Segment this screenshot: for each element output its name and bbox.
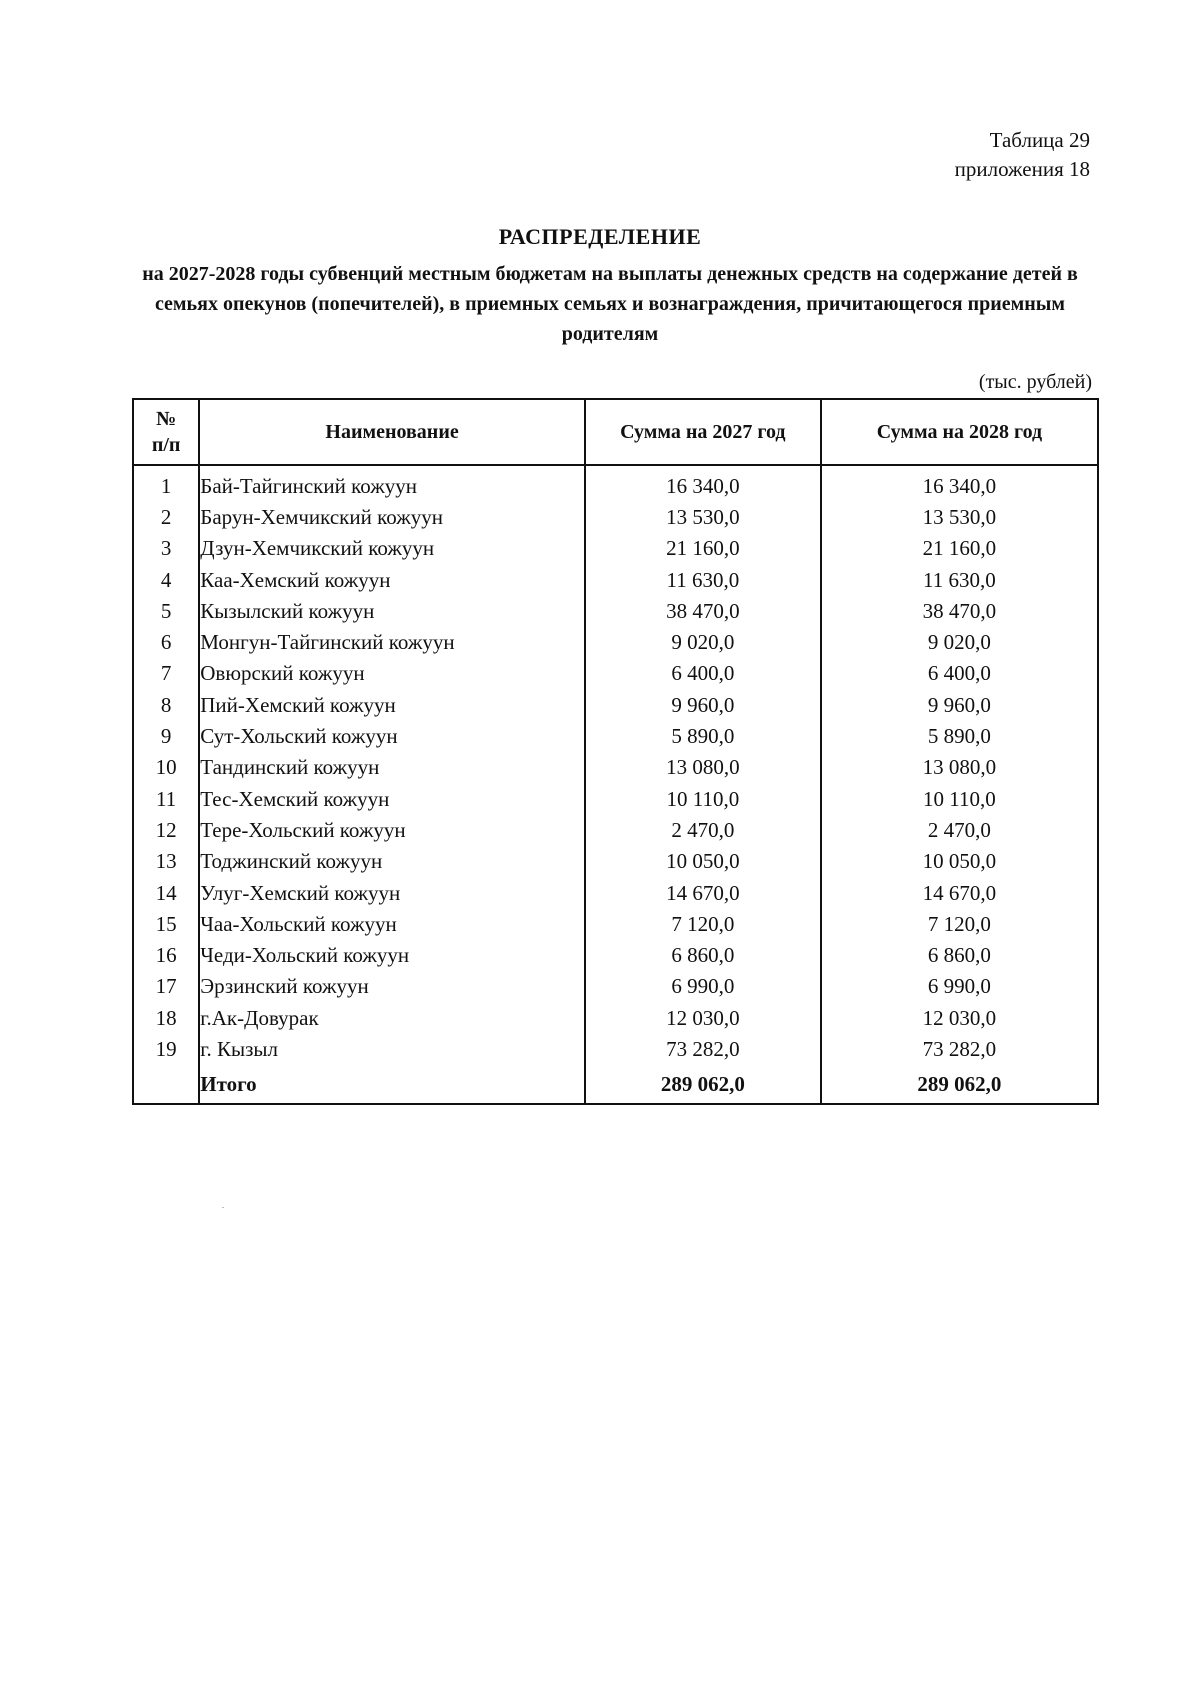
row-amount-2028: 13 080,0: [821, 752, 1098, 783]
scan-speck: [222, 1207, 224, 1208]
table-row: [133, 971, 1098, 1002]
row-amount-2028: 21 160,0: [821, 533, 1098, 564]
header-number: [133, 399, 199, 465]
row-name: Кызылский кожуун: [199, 595, 585, 626]
row-number: 13: [133, 846, 199, 877]
table-row: [133, 1002, 1098, 1033]
row-name: Барун-Хемчикский кожуун: [199, 501, 585, 532]
row-number: 10: [133, 752, 199, 783]
row-amount-2028: 6 400,0: [821, 658, 1098, 689]
table-header-row: [133, 399, 1098, 465]
row-amount-2027: 9 960,0: [585, 689, 821, 720]
row-name: Улуг-Хемский кожуун: [199, 877, 585, 908]
total-2028: 289 062,0: [821, 1065, 1098, 1104]
row-amount-2027: 13 080,0: [585, 752, 821, 783]
row-amount-2027: 10 110,0: [585, 783, 821, 814]
table-row: [133, 752, 1098, 783]
header-name: Наименование: [199, 399, 585, 465]
row-amount-2028: 6 990,0: [821, 971, 1098, 1002]
row-amount-2027: 7 120,0: [585, 908, 821, 939]
appendix-reference: приложения 18: [954, 157, 1090, 181]
row-amount-2027: 12 030,0: [585, 1002, 821, 1033]
row-number: 7: [133, 658, 199, 689]
header-number-label: № п/п: [151, 408, 181, 456]
row-amount-2027: 73 282,0: [585, 1033, 821, 1064]
row-amount-2028: 10 050,0: [821, 846, 1098, 877]
row-amount-2028: 11 630,0: [821, 564, 1098, 595]
row-amount-2027: 16 340,0: [585, 465, 821, 501]
row-amount-2027: 2 470,0: [585, 814, 821, 845]
row-name: Тандинский кожуун: [199, 752, 585, 783]
table-row: [133, 658, 1098, 689]
row-name: Тере-Хольский кожуун: [199, 814, 585, 845]
distribution-table: [132, 398, 1099, 1105]
row-amount-2027: 21 160,0: [585, 533, 821, 564]
row-number: 1: [133, 465, 199, 501]
table-row: [133, 908, 1098, 939]
table-row: [133, 689, 1098, 720]
row-amount-2028: 13 530,0: [821, 501, 1098, 532]
row-name: Сут-Хольский кожуун: [199, 720, 585, 751]
table-row: [133, 720, 1098, 751]
row-amount-2028: 7 120,0: [821, 908, 1098, 939]
row-amount-2027: 5 890,0: [585, 720, 821, 751]
table-body: [133, 465, 1098, 1065]
row-name: Чеди-Хольский кожуун: [199, 939, 585, 970]
row-number: 15: [133, 908, 199, 939]
table-row: [133, 564, 1098, 595]
row-amount-2028: 2 470,0: [821, 814, 1098, 845]
row-amount-2028: 9 020,0: [821, 626, 1098, 657]
row-name: Монгун-Тайгинский кожуун: [199, 626, 585, 657]
row-amount-2027: 14 670,0: [585, 877, 821, 908]
row-name: Тоджинский кожуун: [199, 846, 585, 877]
row-amount-2028: 14 670,0: [821, 877, 1098, 908]
row-amount-2027: 10 050,0: [585, 846, 821, 877]
row-number: 11: [133, 783, 199, 814]
row-name: Эрзинский кожуун: [199, 971, 585, 1002]
table-reference: Таблица 29: [989, 128, 1090, 152]
row-name: г. Кызыл: [199, 1033, 585, 1064]
row-name: Бай-Тайгинский кожуун: [199, 465, 585, 501]
table-row: [133, 465, 1098, 501]
document-title: РАСПРЕДЕЛЕНИЕ: [498, 224, 702, 249]
row-name: Пий-Хемский кожуун: [199, 689, 585, 720]
total-row: [133, 1065, 1098, 1104]
row-name: Овюрский кожуун: [199, 658, 585, 689]
row-number: 16: [133, 939, 199, 970]
row-amount-2027: 6 400,0: [585, 658, 821, 689]
total-2027: 289 062,0: [585, 1065, 821, 1104]
row-number: 12: [133, 814, 199, 845]
row-amount-2028: 10 110,0: [821, 783, 1098, 814]
row-amount-2027: 9 020,0: [585, 626, 821, 657]
row-amount-2028: 9 960,0: [821, 689, 1098, 720]
table-row: [133, 595, 1098, 626]
document-subtitle: на 2027-2028 годы субвенций местным бюджетам на выплаты денежных средств на содержание детей в семьях опекунов (попечителей), в приемных семьях и вознаграждения, причитающегося приемным родителям: [142, 263, 1078, 345]
row-amount-2027: 6 990,0: [585, 971, 821, 1002]
row-name: Тес-Хемский кожуун: [199, 783, 585, 814]
table-row: [133, 501, 1098, 532]
table-row: [133, 814, 1098, 845]
total-label: Итого: [199, 1065, 585, 1104]
row-number: 8: [133, 689, 199, 720]
row-amount-2028: 5 890,0: [821, 720, 1098, 751]
table-row: [133, 846, 1098, 877]
row-name: г.Ак-Довурак: [199, 1002, 585, 1033]
total-number-cell: [133, 1065, 199, 1104]
row-amount-2028: 16 340,0: [821, 465, 1098, 501]
row-amount-2027: 13 530,0: [585, 501, 821, 532]
row-amount-2027: 6 860,0: [585, 939, 821, 970]
row-amount-2027: 11 630,0: [585, 564, 821, 595]
row-amount-2028: 6 860,0: [821, 939, 1098, 970]
row-amount-2028: 12 030,0: [821, 1002, 1098, 1033]
row-number: 6: [133, 626, 199, 657]
row-number: 4: [133, 564, 199, 595]
row-number: 3: [133, 533, 199, 564]
row-number: 9: [133, 720, 199, 751]
table-row: [133, 626, 1098, 657]
row-number: 17: [133, 971, 199, 1002]
row-number: 18: [133, 1002, 199, 1033]
table-row: [133, 533, 1098, 564]
table-row: [133, 939, 1098, 970]
units-note: (тыс. рублей): [978, 371, 1092, 393]
row-number: 5: [133, 595, 199, 626]
header-2027: Сумма на 2027 год: [585, 399, 821, 465]
table-row: [133, 877, 1098, 908]
row-amount-2027: 38 470,0: [585, 595, 821, 626]
row-number: 19: [133, 1033, 199, 1064]
row-amount-2028: 73 282,0: [821, 1033, 1098, 1064]
row-amount-2028: 38 470,0: [821, 595, 1098, 626]
table-row: [133, 1033, 1098, 1064]
header-2028: Сумма на 2028 год: [821, 399, 1098, 465]
row-name: Каа-Хемский кожуун: [199, 564, 585, 595]
table-row: [133, 783, 1098, 814]
row-number: 2: [133, 501, 199, 532]
row-name: Дзун-Хемчикский кожуун: [199, 533, 585, 564]
row-number: 14: [133, 877, 199, 908]
row-name: Чаа-Хольский кожуун: [199, 908, 585, 939]
